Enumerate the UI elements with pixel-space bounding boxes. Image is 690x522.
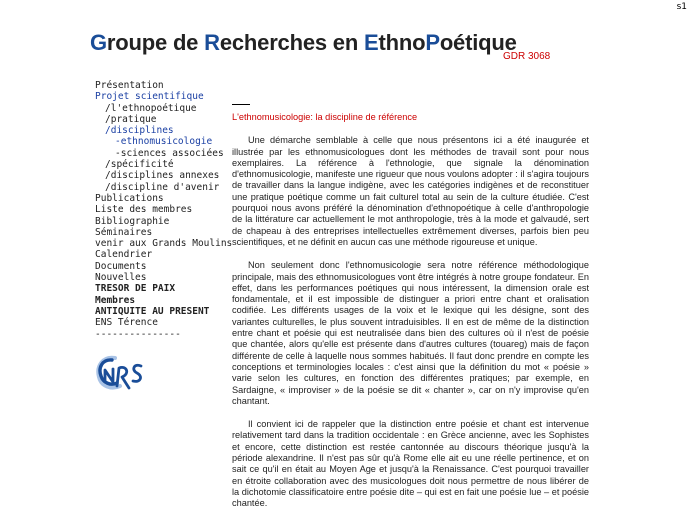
cnrs-logo[interactable] — [93, 352, 145, 394]
nav-item-tresor-de-paix[interactable]: TRESOR DE PAIX — [95, 283, 176, 295]
nav-item-sciences-associ-es[interactable]: -sciences associées — [115, 147, 224, 159]
nav-separator: --------------- — [95, 328, 181, 340]
nav-item-bibliographie[interactable]: Bibliographie — [95, 215, 170, 227]
title-rule — [232, 104, 250, 105]
title-text: thno — [378, 30, 426, 55]
title-capital: P — [425, 30, 440, 55]
nav-item-discipline-d-avenir[interactable]: /discipline d'avenir — [105, 181, 220, 193]
paragraph: Il convient ici de rappeler que la distinction entre poésie et chant est intervenue relativement tard dans la tradition occidentale : en Grèce ancienne, avec les Sophistes et encore, cette distinction est restée cantonnée au discours théorique jusqu'à la période alexandrine. Il n'est pas sûr qu'à Rome elle ait eu une réelle pertinence, et on sait ce qu'il en était au Moyen Age et jusqu'à la Renaissance. C'est pourquoi travailler en étroite collaboration avec des musicologues doit nous permettre de nous libérer de la dichotomie classificatoire entre poésie dite – qui est en fait une poésie lue – et poésie chantée. — [232, 419, 590, 509]
site-title[interactable] — [90, 30, 517, 56]
nav-item-membres[interactable]: Membres — [95, 294, 136, 306]
title-capital: R — [204, 30, 220, 55]
paragraph: Une démarche semblable à celle que nous présentons ici a été inaugurée et illustrée par les ethnomusicologues dont les méthodes de travail sont pour nous exemplaires. La référence à l'ethnologie, que signale la dénomination d'ethnomusicologie, manifeste une rigueur que nous voulons adopter : il s'agira toujours de travailler dans la langue indigène, avec les catégories indigènes et de reconstituer une pratique poétique comme un fait culturel total au sein de la culture étudiée. C'est pourquoi nous avons préféré la dénomination d'ethnopoétique à celle d'anthropologie de la littérature car actuellement le mot anthropologie, très à la mode et galvaudé, sert de chapeau à des entreprises intellectuelles extrêmement diverses, parfois bien peu scientifiques, et ne définit en aucun cas une méthode rigoureuse et unique. — [232, 135, 589, 247]
nav-item-sp-cificit[interactable]: /spécificité — [105, 159, 174, 171]
sidebar-nav — [95, 80, 232, 340]
nav-item-liste-des-membres[interactable]: Liste des membres — [95, 204, 193, 216]
nav-item-nouvelles[interactable]: Nouvelles — [95, 272, 147, 284]
nav-item-documents[interactable]: Documents — [95, 260, 147, 272]
paragraph: Non seulement donc l'ethnomusicologie sera notre référence méthodologique principale, mais des ethnomusicologues vont être intégrés à notre groupe fondateur. En effet, dans les performances poétiques qui nous intéressent, la dimension orale est fondamentale, et il est impossible de distinguer a priori entre chant et oralisation codifiée. Les différents usages de la voix et le lexique qui les désigne, sont des variantes culturelles, le plus souvent intraduisibles. Il en est de même de la distinction entre chant et poésie qui est neutralisée dans bien des cultures où il n'est de poésie que chantée, alors qu'elle est présente dans d'autres cultures (touareg) mais de façon différente de celle à laquelle nous sommes habitués. Il faut donc prendre en compte les conceptions et terminologies locales : c'est ainsi que la définition du mot « poésie » varie selon les cultures, en fonction des différentes pratiques; par exemple, en Sardaigne, « improviser » de la poésie se dit « chanter », car on n'y improvise qu'en chantant. — [232, 260, 589, 406]
nav-item-calendrier[interactable]: Calendrier — [95, 249, 153, 261]
page-number: s1 — [676, 2, 687, 12]
nav-item-ethnomusicologie[interactable]: -ethnomusicologie — [115, 136, 213, 148]
title-text: roupe de — [106, 30, 205, 55]
nav-item-s-minaires[interactable]: Séminaires — [95, 226, 153, 238]
nav-item-pr-sentation[interactable]: Présentation — [95, 80, 164, 91]
nav-item-ens-t-rence[interactable]: ENS Térence — [95, 317, 158, 329]
nav-item-publications[interactable]: Publications — [95, 192, 164, 204]
nav-item-antiquite-au-present[interactable]: ANTIQUITE AU PRESENT — [95, 305, 210, 317]
nav-item-projet-scientifique[interactable]: Projet scientifique — [95, 91, 204, 103]
nav-item-l-ethnopo-tique[interactable]: /l'ethnopoétique — [105, 102, 197, 114]
gdr-label: GDR 3068 — [503, 51, 551, 62]
title-capital: E — [364, 30, 379, 55]
title-capital: G — [90, 30, 107, 55]
nav-item-venir-aux-grands-moulins[interactable]: venir aux Grands Moulins — [95, 238, 233, 250]
nav-item-disciplines-annexes[interactable]: /disciplines annexes — [105, 170, 220, 182]
nav-item-disciplines[interactable]: /disciplines — [105, 125, 174, 137]
section-title: L'ethnomusicologie: la discipline de référence — [232, 112, 418, 122]
title-text: oétique — [439, 30, 517, 55]
nav-item-pratique[interactable]: /pratique — [105, 113, 157, 125]
main-content — [232, 104, 589, 522]
title-text: echerches en — [219, 30, 364, 55]
